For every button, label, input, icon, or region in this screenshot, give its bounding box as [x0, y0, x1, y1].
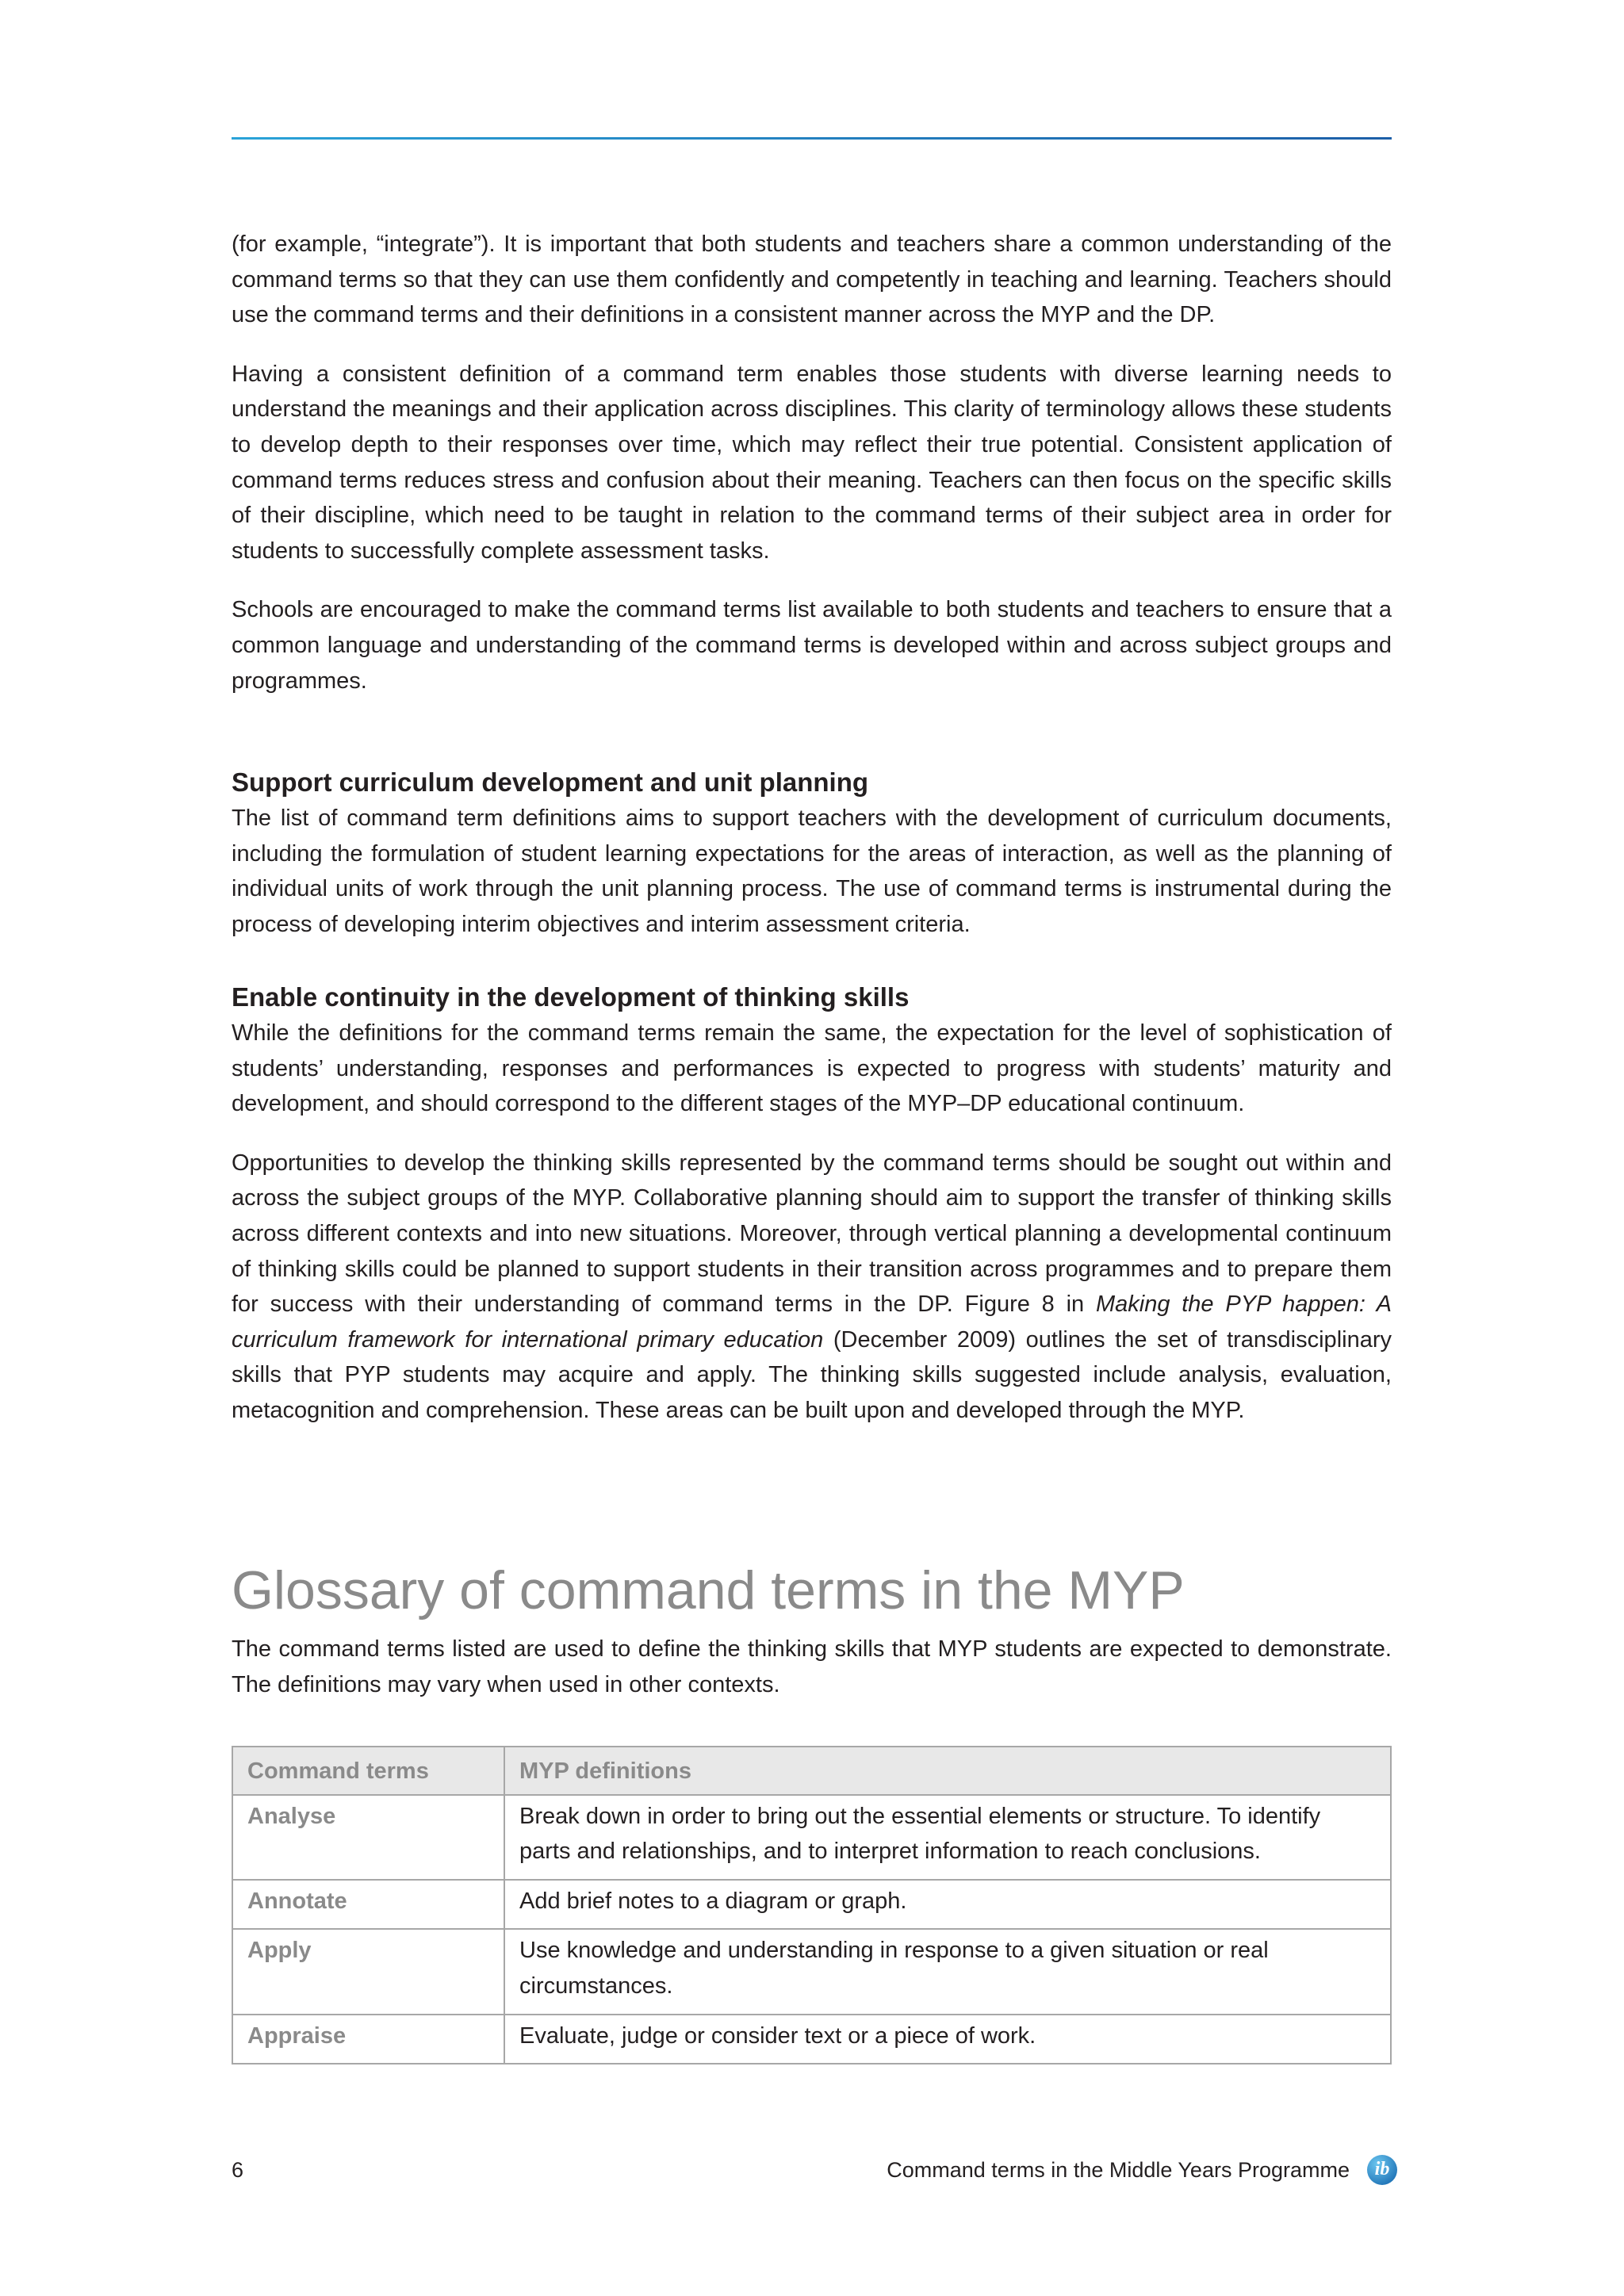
paragraph: Having a consistent definition of a command term enables those students with diverse learning needs to understand the meanings and their application across disciplines. This clarity of terminology allows these students to develop depth to their responses over time, which may reflect their true potential. Consistent application of command terms reduces stress and confusion about their meaning. Teachers can then focus on the specific skills of their discipline, which need to be taught in relation to the command terms of their subject area in order for students to successfully complete assessment tasks. — [232, 361, 1392, 564]
table-row — [232, 1929, 1391, 2014]
section-heading: Enable continuity in the development of thinking skills — [232, 982, 910, 1012]
glossary-title: Glossary of command terms in the MYP — [232, 1560, 1185, 1621]
header-rule — [232, 137, 1392, 140]
footer-title: Command terms in the Middle Years Programme — [887, 2158, 1350, 2182]
glossary-intro: The command terms listed are used to define the thinking skills that MYP students are expected to demonstrate. The definitions may vary when used in other contexts. — [232, 1636, 1392, 1697]
term: Appraise — [232, 2015, 504, 2064]
definition: Use knowledge and understanding in response to a given situation or real circumstances. — [504, 1929, 1391, 2014]
table-row — [232, 2015, 1391, 2064]
definition: Add brief notes to a diagram or graph. — [504, 1880, 1391, 1930]
definition: Evaluate, judge or consider text or a piece of work. — [504, 2015, 1391, 2064]
glossary-table — [232, 1746, 1392, 2064]
ib-logo-icon: ib — [1367, 2155, 1397, 2185]
term: Analyse — [232, 1795, 504, 1880]
text: Opportunities to develop the thinking skills represented by the command terms should be sought out within and across the subject groups of the MYP. Collaborative planning should aim to support the transfer of thinking skills across different contexts and into new situations. Moreover, through vertical planning a developmental continuum of thinking skills could be planned to support students in their transition across programmes and to prepare them for success with their understanding of command terms in the DP. Figure 8 in — [232, 1150, 1392, 1318]
section-thinking-skills — [232, 979, 1392, 1452]
body-text — [232, 227, 1392, 722]
definition: Break down in order to bring out the essential elements or structure. To identify parts and relationships, and to interpret information to reach conclusions. — [504, 1795, 1391, 1880]
paragraph: While the definitions for the command terms remain the same, the expectation for the level of sophistication of students’ understanding, responses and performances is expected to progress with students’ maturity and development, and should correspond to the different stages of the MYP–DP educational continuum. — [232, 1020, 1392, 1117]
section-heading: Support curriculum development and unit planning — [232, 767, 869, 797]
paragraph — [232, 1146, 1392, 1429]
table-header — [232, 1747, 1391, 1795]
paragraph: The list of command term definitions aims to support teachers with the development of curriculum documents, including the formulation of student learning expectations for the areas of interaction, as well as the planning of individual units of work through the unit planning process. The use of command terms is instrumental during the process of developing interim objectives and interim assessment criteria. — [232, 806, 1392, 937]
glossary — [232, 1557, 1392, 1726]
header-definitions: MYP definitions — [504, 1747, 1391, 1795]
paragraph: Schools are encouraged to make the command terms list available to both students and teachers to ensure that a common language and understanding of the command terms is developed within and across subject groups and programmes. — [232, 597, 1392, 694]
table-row — [232, 1880, 1391, 1930]
page-number: 6 — [232, 2158, 244, 2182]
glossary-table-wrap — [232, 1746, 1392, 2064]
table-row — [232, 1795, 1391, 1880]
publication-title: Making the PYP happen: A curriculum framework for international primary education — [232, 1292, 1392, 1353]
header-command-terms: Command terms — [232, 1747, 504, 1795]
paragraph: (for example, “integrate”). It is important that both students and teachers share a common understanding of the command terms so that they can use them confidently and competently in teaching and learning. Teachers should use the command terms and their definitions in a consistent manner across the MYP and the DP. — [232, 232, 1392, 328]
term: Annotate — [232, 1880, 504, 1930]
term: Apply — [232, 1929, 504, 2014]
text: (December 2009) outlines the set of transdisciplinary skills that PYP students may acquire and apply. The thinking skills suggested include analysis, evaluation, metacognition and comprehension. These areas can be built upon and developed through the MYP. — [232, 1326, 1392, 1423]
section-curriculum — [232, 764, 1392, 966]
